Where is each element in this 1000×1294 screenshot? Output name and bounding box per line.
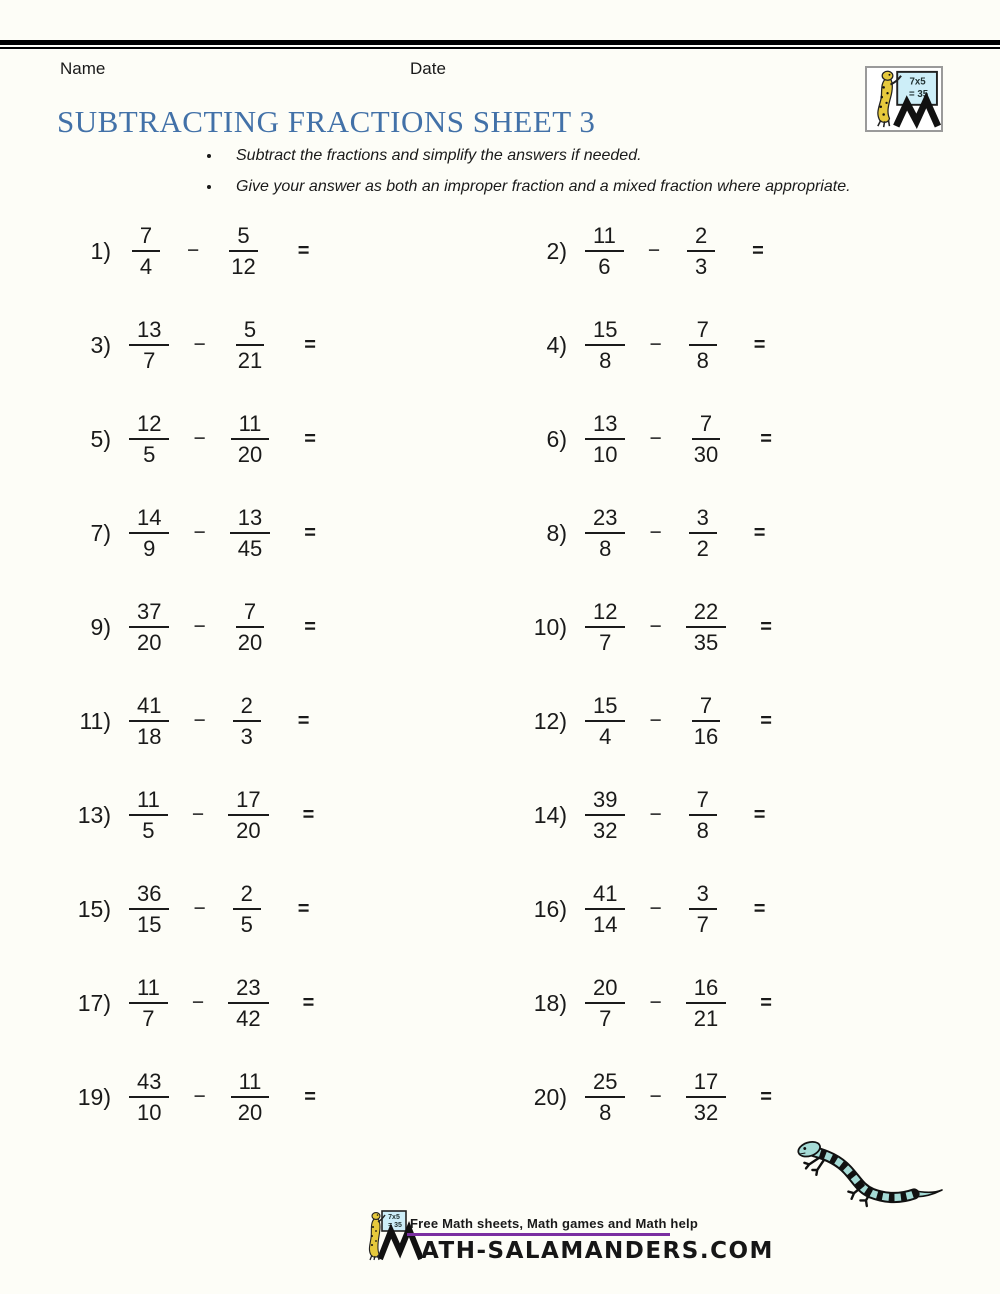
minus-sign: −	[649, 427, 662, 450]
numerator: 7	[689, 788, 717, 816]
problem-number: 16)	[533, 895, 567, 922]
numerator: 11	[585, 224, 624, 252]
problem-row	[521, 785, 765, 845]
problem-row	[521, 973, 772, 1033]
numerator: 14	[129, 506, 169, 534]
denominator: 3	[694, 254, 708, 279]
denominator: 7	[143, 348, 156, 373]
denominator: 18	[137, 724, 162, 749]
whiteboard-icon	[897, 72, 937, 105]
svg-text:7x5: 7x5	[388, 1214, 400, 1221]
numerator: 11	[231, 412, 270, 440]
denominator: 14	[593, 912, 618, 937]
fraction-minuend	[129, 694, 169, 748]
fraction-subtrahend	[684, 224, 718, 278]
denominator: 20	[237, 442, 263, 467]
numerator: 2	[233, 694, 261, 722]
fraction-subtrahend	[686, 694, 726, 748]
minus-sign: −	[193, 521, 206, 544]
problem-row	[65, 221, 309, 281]
fraction-subtrahend	[228, 976, 268, 1030]
equals-sign: =	[753, 897, 766, 920]
denominator: 20	[137, 630, 162, 655]
problem-number: 10)	[533, 613, 567, 640]
equals-sign: =	[304, 333, 316, 356]
equals-sign: =	[297, 897, 310, 920]
minus-sign: −	[649, 991, 662, 1014]
denominator: 32	[693, 1100, 719, 1125]
equals-sign: =	[753, 333, 766, 356]
problem-row	[521, 315, 765, 375]
minus-sign: −	[649, 803, 662, 826]
minus-sign: −	[193, 897, 206, 920]
minus-sign: −	[649, 521, 662, 544]
denominator: 15	[137, 912, 162, 937]
problem-number: 6)	[546, 425, 567, 452]
problem-row	[521, 691, 772, 751]
numerator: 20	[585, 976, 625, 1004]
numerator: 11	[129, 976, 168, 1004]
fraction-subtrahend	[230, 694, 264, 748]
denominator: 9	[143, 536, 156, 561]
numerator: 5	[236, 318, 264, 346]
fraction-subtrahend	[686, 600, 726, 654]
minus-sign: −	[193, 333, 206, 356]
numerator: 7	[689, 318, 717, 346]
equals-sign: =	[760, 1085, 772, 1108]
equals-sign: =	[760, 991, 772, 1014]
fraction-subtrahend	[230, 882, 264, 936]
denominator: 5	[143, 442, 156, 467]
denominator: 8	[599, 348, 612, 373]
problem-number: 5)	[90, 425, 111, 452]
problem-row	[521, 597, 772, 657]
denominator: 6	[598, 254, 611, 279]
numerator: 13	[129, 318, 169, 346]
problem-number: 19)	[77, 1083, 111, 1110]
problem-number: 15)	[77, 895, 111, 922]
minus-sign: −	[649, 1085, 662, 1108]
denominator: 10	[593, 442, 618, 467]
numerator: 41	[585, 882, 625, 910]
fraction-subtrahend	[686, 1070, 726, 1124]
fraction-minuend	[129, 506, 169, 560]
equals-sign: =	[753, 521, 766, 544]
numerator: 25	[585, 1070, 625, 1098]
numerator: 3	[689, 882, 717, 910]
problem-number: 7)	[90, 519, 111, 546]
fraction-subtrahend	[686, 412, 726, 466]
problem-number: 8)	[546, 519, 567, 546]
fraction-minuend	[585, 694, 625, 748]
footer-divider	[407, 1233, 670, 1236]
denominator: 35	[693, 630, 719, 655]
problem-number: 3)	[90, 331, 111, 358]
numerator: 13	[585, 412, 625, 440]
denominator: 21	[237, 348, 263, 373]
numerator: 36	[129, 882, 169, 910]
equals-sign: =	[297, 709, 310, 732]
numerator: 37	[129, 600, 169, 628]
problem-number: 20)	[533, 1083, 567, 1110]
numerator: 39	[585, 788, 625, 816]
svg-text:= 35: = 35	[388, 1222, 402, 1229]
denominator: 20	[237, 1100, 263, 1125]
equals-sign: =	[302, 991, 315, 1014]
fraction-minuend	[585, 506, 625, 560]
problem-row	[65, 409, 316, 469]
denominator: 8	[599, 1100, 612, 1125]
denominator: 7	[599, 630, 612, 655]
problem-row	[521, 1067, 772, 1127]
logo-graphic	[867, 68, 941, 130]
numerator: 16	[686, 976, 726, 1004]
fraction-minuend	[585, 600, 625, 654]
problem-number: 13)	[77, 801, 111, 828]
numerator: 17	[686, 1070, 726, 1098]
problem-row	[65, 1067, 316, 1127]
instruction-item: • Subtract the fractions and simplify the answers if needed.	[222, 148, 962, 164]
problem-number: 1)	[90, 237, 111, 264]
top-divider	[0, 40, 1000, 49]
fraction-minuend	[129, 412, 169, 466]
problem-number: 14)	[533, 801, 567, 828]
numerator: 13	[230, 506, 270, 534]
denominator: 7	[599, 1006, 612, 1031]
numerator: 11	[129, 788, 168, 816]
fraction-minuend	[585, 788, 625, 842]
denominator: 8	[599, 536, 612, 561]
numerator: 15	[585, 694, 625, 722]
problem-row	[65, 597, 316, 657]
problem-row	[65, 879, 309, 939]
denominator: 21	[693, 1006, 719, 1031]
fraction-minuend	[129, 1070, 169, 1124]
denominator: 32	[593, 818, 618, 843]
equals-sign: =	[760, 615, 772, 638]
equals-sign: =	[752, 239, 764, 262]
minus-sign: −	[649, 333, 662, 356]
denominator: 16	[693, 724, 719, 749]
fraction-minuend	[585, 224, 624, 278]
denominator: 20	[236, 818, 261, 843]
fraction-subtrahend	[686, 882, 720, 936]
salamander-illustration	[790, 1126, 950, 1223]
denominator: 42	[236, 1006, 261, 1031]
page-title: SUBTRACTING FRACTIONS SHEET 3	[57, 104, 596, 139]
problem-number: 9)	[90, 613, 111, 640]
fraction-minuend	[585, 318, 625, 372]
numerator: 5	[229, 224, 257, 252]
fraction-subtrahend	[686, 976, 726, 1030]
denominator: 8	[696, 818, 709, 843]
problem-number: 12)	[533, 707, 567, 734]
problem-number: 2)	[546, 237, 567, 264]
fraction-subtrahend	[223, 224, 263, 278]
svg-text:= 35: = 35	[908, 89, 929, 101]
problem-row	[65, 691, 309, 751]
fraction-subtrahend	[230, 412, 270, 466]
minus-sign: −	[647, 239, 661, 262]
denominator: 8	[696, 348, 709, 373]
minus-sign: −	[649, 709, 662, 732]
problem-row	[521, 409, 772, 469]
problem-number: 17)	[77, 989, 111, 1016]
minus-sign: −	[191, 991, 205, 1014]
problem-row	[65, 973, 314, 1033]
fraction-minuend	[585, 412, 625, 466]
problem-row	[65, 315, 316, 375]
fraction-minuend	[129, 318, 169, 372]
equals-sign: =	[302, 803, 315, 826]
minus-sign: −	[649, 615, 662, 638]
equals-sign: =	[304, 427, 316, 450]
problem-number: 11)	[79, 707, 111, 734]
fraction-minuend	[585, 1070, 625, 1124]
instruction-item: • Give your answer as both an improper fraction and a mixed fraction where appropriate.	[222, 179, 962, 195]
denominator: 12	[231, 254, 256, 279]
denominator: 5	[240, 912, 253, 937]
denominator: 30	[693, 442, 719, 467]
numerator: 17	[228, 788, 268, 816]
math-salamanders-logo	[865, 66, 943, 132]
fraction-minuend	[129, 976, 168, 1030]
fraction-minuend	[129, 788, 168, 842]
problem-row	[521, 879, 765, 939]
equals-sign: =	[297, 239, 310, 262]
numerator: 23	[228, 976, 268, 1004]
footer-tagline: Free Math sheets, Math games and Math help	[410, 1216, 698, 1231]
equals-sign: =	[760, 427, 772, 450]
numerator: 22	[686, 600, 726, 628]
numerator: 15	[585, 318, 625, 346]
numerator: 2	[233, 882, 261, 910]
svg-text:7x5: 7x5	[909, 76, 926, 88]
fraction-subtrahend	[230, 318, 270, 372]
denominator: 10	[137, 1100, 162, 1125]
footer-site-text: ATH-SALAMANDERS.COM	[421, 1238, 774, 1264]
numerator: 43	[129, 1070, 169, 1098]
minus-sign: −	[193, 427, 206, 450]
fraction-minuend	[129, 882, 169, 936]
minus-sign: −	[193, 615, 206, 638]
minus-sign: −	[193, 1085, 206, 1108]
numerator: 11	[231, 1070, 270, 1098]
denominator: 45	[237, 536, 263, 561]
problem-row	[521, 503, 765, 563]
minus-sign: −	[193, 709, 206, 732]
fraction-subtrahend	[686, 788, 720, 842]
numerator: 2	[687, 224, 715, 252]
numerator: 23	[585, 506, 625, 534]
fraction-subtrahend	[686, 506, 720, 560]
fraction-subtrahend	[230, 1070, 270, 1124]
denominator: 5	[142, 818, 155, 843]
equals-sign: =	[753, 803, 766, 826]
name-label: Name	[60, 59, 106, 78]
denominator: 20	[237, 630, 263, 655]
minus-sign: −	[191, 803, 205, 826]
denominator: 4	[599, 724, 612, 749]
fraction-minuend	[129, 600, 169, 654]
numerator: 7	[692, 412, 720, 440]
problem-number: 4)	[546, 331, 567, 358]
numerator: 3	[689, 506, 717, 534]
fraction-minuend	[585, 882, 625, 936]
problem-row	[65, 503, 316, 563]
problem-row	[65, 785, 314, 845]
numerator: 7	[132, 224, 160, 252]
problem-number: 18)	[533, 989, 567, 1016]
denominator: 7	[696, 912, 709, 937]
fraction-subtrahend	[228, 788, 268, 842]
minus-sign: −	[649, 897, 662, 920]
denominator: 7	[142, 1006, 155, 1031]
fraction-minuend	[129, 224, 163, 278]
salamander-icon	[790, 1126, 950, 1218]
date-label: Date	[410, 59, 446, 78]
minus-sign: −	[187, 239, 200, 262]
numerator: 12	[129, 412, 169, 440]
numerator: 41	[129, 694, 169, 722]
fraction-subtrahend	[230, 506, 270, 560]
numerator: 7	[236, 600, 264, 628]
equals-sign: =	[760, 709, 772, 732]
instructions-list	[222, 148, 962, 210]
denominator: 2	[696, 536, 709, 561]
equals-sign: =	[304, 615, 316, 638]
whiteboard-icon	[382, 1211, 406, 1231]
equals-sign: =	[304, 521, 316, 544]
fraction-subtrahend	[230, 600, 270, 654]
fraction-subtrahend	[686, 318, 720, 372]
numerator: 12	[585, 600, 625, 628]
denominator: 4	[139, 254, 153, 279]
denominator: 3	[240, 724, 253, 749]
equals-sign: =	[304, 1085, 316, 1108]
numerator: 7	[692, 694, 720, 722]
problem-row	[521, 221, 764, 281]
fraction-minuend	[585, 976, 625, 1030]
